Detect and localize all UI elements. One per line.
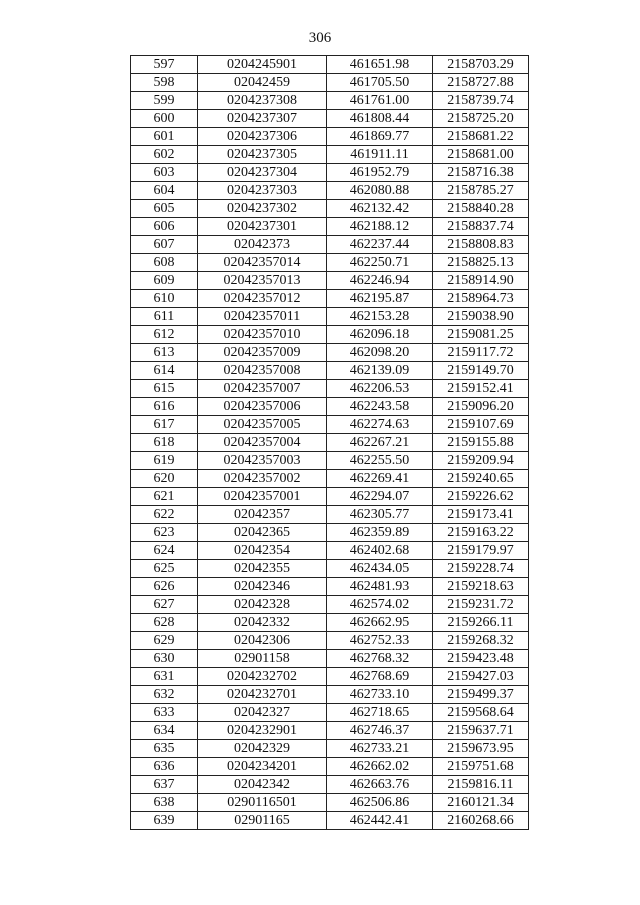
- y-coordinate-cell: 2158808.83: [433, 236, 529, 254]
- x-coordinate-cell: 461869.77: [327, 128, 433, 146]
- point-number-cell: 612: [131, 326, 198, 344]
- table-row: [131, 344, 529, 362]
- x-coordinate-cell: 462096.18: [327, 326, 433, 344]
- point-number-cell: 600: [131, 110, 198, 128]
- table-row: [131, 542, 529, 560]
- point-code-cell: 0204237301: [198, 218, 327, 236]
- point-number-cell: 635: [131, 740, 198, 758]
- point-code-cell: 02042357010: [198, 326, 327, 344]
- x-coordinate-cell: 461911.11: [327, 146, 433, 164]
- point-code-cell: 02042357001: [198, 488, 327, 506]
- point-code-cell: 0204237306: [198, 128, 327, 146]
- point-code-cell: 02042328: [198, 596, 327, 614]
- point-number-cell: 630: [131, 650, 198, 668]
- table-row: [131, 398, 529, 416]
- point-number-cell: 624: [131, 542, 198, 560]
- point-number-cell: 632: [131, 686, 198, 704]
- point-number-cell: 615: [131, 380, 198, 398]
- x-coordinate-cell: 462752.33: [327, 632, 433, 650]
- y-coordinate-cell: 2158840.28: [433, 200, 529, 218]
- point-code-cell: 02042357004: [198, 434, 327, 452]
- x-coordinate-cell: 462768.69: [327, 668, 433, 686]
- y-coordinate-cell: 2160268.66: [433, 812, 529, 830]
- y-coordinate-cell: 2158837.74: [433, 218, 529, 236]
- point-code-cell: 0204232702: [198, 668, 327, 686]
- point-number-cell: 603: [131, 164, 198, 182]
- point-code-cell: 02901158: [198, 650, 327, 668]
- y-coordinate-cell: 2159209.94: [433, 452, 529, 470]
- table-row: [131, 200, 529, 218]
- y-coordinate-cell: 2159226.62: [433, 488, 529, 506]
- point-number-cell: 610: [131, 290, 198, 308]
- table-row: [131, 74, 529, 92]
- point-number-cell: 639: [131, 812, 198, 830]
- y-coordinate-cell: 2159751.68: [433, 758, 529, 776]
- y-coordinate-cell: 2159499.37: [433, 686, 529, 704]
- table-row: [131, 470, 529, 488]
- point-code-cell: 02042329: [198, 740, 327, 758]
- table-row: [131, 434, 529, 452]
- x-coordinate-cell: 462188.12: [327, 218, 433, 236]
- x-coordinate-cell: 462255.50: [327, 452, 433, 470]
- point-code-cell: 02042357006: [198, 398, 327, 416]
- point-number-cell: 597: [131, 56, 198, 74]
- point-code-cell: 02042357007: [198, 380, 327, 398]
- x-coordinate-cell: 462481.93: [327, 578, 433, 596]
- x-coordinate-cell: 461705.50: [327, 74, 433, 92]
- x-coordinate-cell: 462718.65: [327, 704, 433, 722]
- y-coordinate-cell: 2159173.41: [433, 506, 529, 524]
- y-coordinate-cell: 2158727.88: [433, 74, 529, 92]
- point-number-cell: 619: [131, 452, 198, 470]
- x-coordinate-cell: 462733.10: [327, 686, 433, 704]
- point-code-cell: 02042357003: [198, 452, 327, 470]
- point-code-cell: 02042346: [198, 578, 327, 596]
- y-coordinate-cell: 2159816.11: [433, 776, 529, 794]
- point-code-cell: 0204237307: [198, 110, 327, 128]
- point-number-cell: 636: [131, 758, 198, 776]
- x-coordinate-cell: 462274.63: [327, 416, 433, 434]
- x-coordinate-cell: 462246.94: [327, 272, 433, 290]
- x-coordinate-cell: 462506.86: [327, 794, 433, 812]
- y-coordinate-cell: 2159240.65: [433, 470, 529, 488]
- table-row: [131, 254, 529, 272]
- x-coordinate-cell: 462294.07: [327, 488, 433, 506]
- point-number-cell: 637: [131, 776, 198, 794]
- y-coordinate-cell: 2159268.32: [433, 632, 529, 650]
- table-row: [131, 92, 529, 110]
- point-number-cell: 616: [131, 398, 198, 416]
- table-row: [131, 812, 529, 830]
- point-code-cell: 02042459: [198, 74, 327, 92]
- table-row: [131, 614, 529, 632]
- x-coordinate-cell: 462267.21: [327, 434, 433, 452]
- y-coordinate-cell: 2159149.70: [433, 362, 529, 380]
- table-row: [131, 362, 529, 380]
- table-row: [131, 632, 529, 650]
- point-number-cell: 628: [131, 614, 198, 632]
- point-code-cell: 0204237305: [198, 146, 327, 164]
- table-row: [131, 668, 529, 686]
- point-number-cell: 620: [131, 470, 198, 488]
- table-row: [131, 560, 529, 578]
- point-number-cell: 631: [131, 668, 198, 686]
- point-code-cell: 02042357013: [198, 272, 327, 290]
- point-number-cell: 626: [131, 578, 198, 596]
- y-coordinate-cell: 2159228.74: [433, 560, 529, 578]
- point-code-cell: 02042357: [198, 506, 327, 524]
- y-coordinate-cell: 2159155.88: [433, 434, 529, 452]
- y-coordinate-cell: 2159218.63: [433, 578, 529, 596]
- point-code-cell: 02042373: [198, 236, 327, 254]
- point-number-cell: 609: [131, 272, 198, 290]
- table-row: [131, 56, 529, 74]
- point-code-cell: 0290116501: [198, 794, 327, 812]
- table-row: [131, 650, 529, 668]
- y-coordinate-cell: 2158785.27: [433, 182, 529, 200]
- table-row: [131, 452, 529, 470]
- table-row: [131, 596, 529, 614]
- y-coordinate-cell: 2159231.72: [433, 596, 529, 614]
- x-coordinate-cell: 461651.98: [327, 56, 433, 74]
- table-row: [131, 218, 529, 236]
- table-row: [131, 380, 529, 398]
- point-number-cell: 602: [131, 146, 198, 164]
- point-code-cell: 0204245901: [198, 56, 327, 74]
- point-code-cell: 0204237304: [198, 164, 327, 182]
- point-code-cell: 02042357002: [198, 470, 327, 488]
- point-number-cell: 622: [131, 506, 198, 524]
- point-code-cell: 02042357012: [198, 290, 327, 308]
- point-code-cell: 02042365: [198, 524, 327, 542]
- table-row: [131, 128, 529, 146]
- y-coordinate-cell: 2159423.48: [433, 650, 529, 668]
- point-number-cell: 599: [131, 92, 198, 110]
- y-coordinate-cell: 2158725.20: [433, 110, 529, 128]
- table-row: [131, 488, 529, 506]
- point-code-cell: 02042357008: [198, 362, 327, 380]
- point-code-cell: 0204237303: [198, 182, 327, 200]
- table-row: [131, 740, 529, 758]
- x-coordinate-cell: 462098.20: [327, 344, 433, 362]
- y-coordinate-cell: 2159152.41: [433, 380, 529, 398]
- table-row: [131, 272, 529, 290]
- y-coordinate-cell: 2158964.73: [433, 290, 529, 308]
- x-coordinate-cell: 462206.53: [327, 380, 433, 398]
- y-coordinate-cell: 2159107.69: [433, 416, 529, 434]
- table-row: [131, 722, 529, 740]
- x-coordinate-cell: 461808.44: [327, 110, 433, 128]
- y-coordinate-cell: 2160121.34: [433, 794, 529, 812]
- y-coordinate-cell: 2158681.22: [433, 128, 529, 146]
- point-code-cell: 02042357014: [198, 254, 327, 272]
- table-row: [131, 308, 529, 326]
- point-code-cell: 02042354: [198, 542, 327, 560]
- x-coordinate-cell: 462402.68: [327, 542, 433, 560]
- point-number-cell: 613: [131, 344, 198, 362]
- table-row: [131, 524, 529, 542]
- y-coordinate-cell: 2158703.29: [433, 56, 529, 74]
- table-row: [131, 290, 529, 308]
- x-coordinate-cell: 462139.09: [327, 362, 433, 380]
- x-coordinate-cell: 461761.00: [327, 92, 433, 110]
- point-number-cell: 618: [131, 434, 198, 452]
- table-body: [131, 56, 529, 830]
- point-number-cell: 601: [131, 128, 198, 146]
- point-number-cell: 604: [131, 182, 198, 200]
- x-coordinate-cell: 462733.21: [327, 740, 433, 758]
- x-coordinate-cell: 462243.58: [327, 398, 433, 416]
- point-code-cell: 0204232701: [198, 686, 327, 704]
- x-coordinate-cell: 462574.02: [327, 596, 433, 614]
- x-coordinate-cell: 462305.77: [327, 506, 433, 524]
- x-coordinate-cell: 462269.41: [327, 470, 433, 488]
- point-code-cell: 02042355: [198, 560, 327, 578]
- table-row: [131, 326, 529, 344]
- y-coordinate-cell: 2159637.71: [433, 722, 529, 740]
- y-coordinate-cell: 2158739.74: [433, 92, 529, 110]
- x-coordinate-cell: 462195.87: [327, 290, 433, 308]
- table-row: [131, 416, 529, 434]
- x-coordinate-cell: 462663.76: [327, 776, 433, 794]
- table-row: [131, 110, 529, 128]
- point-code-cell: 0204237308: [198, 92, 327, 110]
- x-coordinate-cell: 462250.71: [327, 254, 433, 272]
- coordinates-table: [130, 55, 529, 830]
- y-coordinate-cell: 2159117.72: [433, 344, 529, 362]
- x-coordinate-cell: 462132.42: [327, 200, 433, 218]
- x-coordinate-cell: 462662.95: [327, 614, 433, 632]
- point-number-cell: 607: [131, 236, 198, 254]
- point-number-cell: 633: [131, 704, 198, 722]
- point-number-cell: 627: [131, 596, 198, 614]
- y-coordinate-cell: 2159096.20: [433, 398, 529, 416]
- point-number-cell: 606: [131, 218, 198, 236]
- point-number-cell: 629: [131, 632, 198, 650]
- point-number-cell: 625: [131, 560, 198, 578]
- y-coordinate-cell: 2159038.90: [433, 308, 529, 326]
- y-coordinate-cell: 2158914.90: [433, 272, 529, 290]
- point-number-cell: 621: [131, 488, 198, 506]
- point-number-cell: 611: [131, 308, 198, 326]
- table-row: [131, 776, 529, 794]
- y-coordinate-cell: 2159673.95: [433, 740, 529, 758]
- table-row: [131, 236, 529, 254]
- table-row: [131, 146, 529, 164]
- point-number-cell: 638: [131, 794, 198, 812]
- page-number: 306: [308, 30, 332, 46]
- y-coordinate-cell: 2158681.00: [433, 146, 529, 164]
- x-coordinate-cell: 462237.44: [327, 236, 433, 254]
- point-code-cell: 0204232901: [198, 722, 327, 740]
- point-code-cell: 02042327: [198, 704, 327, 722]
- point-number-cell: 598: [131, 74, 198, 92]
- x-coordinate-cell: 462359.89: [327, 524, 433, 542]
- y-coordinate-cell: 2159427.03: [433, 668, 529, 686]
- table-row: [131, 578, 529, 596]
- point-number-cell: 617: [131, 416, 198, 434]
- y-coordinate-cell: 2159568.64: [433, 704, 529, 722]
- y-coordinate-cell: 2158825.13: [433, 254, 529, 272]
- point-code-cell: 02042342: [198, 776, 327, 794]
- x-coordinate-cell: 462662.02: [327, 758, 433, 776]
- point-code-cell: 02042306: [198, 632, 327, 650]
- x-coordinate-cell: 461952.79: [327, 164, 433, 182]
- y-coordinate-cell: 2158716.38: [433, 164, 529, 182]
- table-row: [131, 794, 529, 812]
- table-row: [131, 758, 529, 776]
- y-coordinate-cell: 2159179.97: [433, 542, 529, 560]
- point-code-cell: 02042332: [198, 614, 327, 632]
- table-row: [131, 506, 529, 524]
- point-number-cell: 634: [131, 722, 198, 740]
- table-row: [131, 704, 529, 722]
- x-coordinate-cell: 462768.32: [327, 650, 433, 668]
- point-code-cell: 02042357009: [198, 344, 327, 362]
- x-coordinate-cell: 462746.37: [327, 722, 433, 740]
- point-number-cell: 614: [131, 362, 198, 380]
- point-number-cell: 608: [131, 254, 198, 272]
- point-number-cell: 605: [131, 200, 198, 218]
- point-code-cell: 0204237302: [198, 200, 327, 218]
- point-code-cell: 02042357005: [198, 416, 327, 434]
- x-coordinate-cell: 462153.28: [327, 308, 433, 326]
- x-coordinate-cell: 462434.05: [327, 560, 433, 578]
- table-row: [131, 164, 529, 182]
- y-coordinate-cell: 2159081.25: [433, 326, 529, 344]
- x-coordinate-cell: 462442.41: [327, 812, 433, 830]
- table-row: [131, 182, 529, 200]
- x-coordinate-cell: 462080.88: [327, 182, 433, 200]
- y-coordinate-cell: 2159266.11: [433, 614, 529, 632]
- point-code-cell: 0204234201: [198, 758, 327, 776]
- y-coordinate-cell: 2159163.22: [433, 524, 529, 542]
- point-code-cell: 02901165: [198, 812, 327, 830]
- point-number-cell: 623: [131, 524, 198, 542]
- table-row: [131, 686, 529, 704]
- point-code-cell: 02042357011: [198, 308, 327, 326]
